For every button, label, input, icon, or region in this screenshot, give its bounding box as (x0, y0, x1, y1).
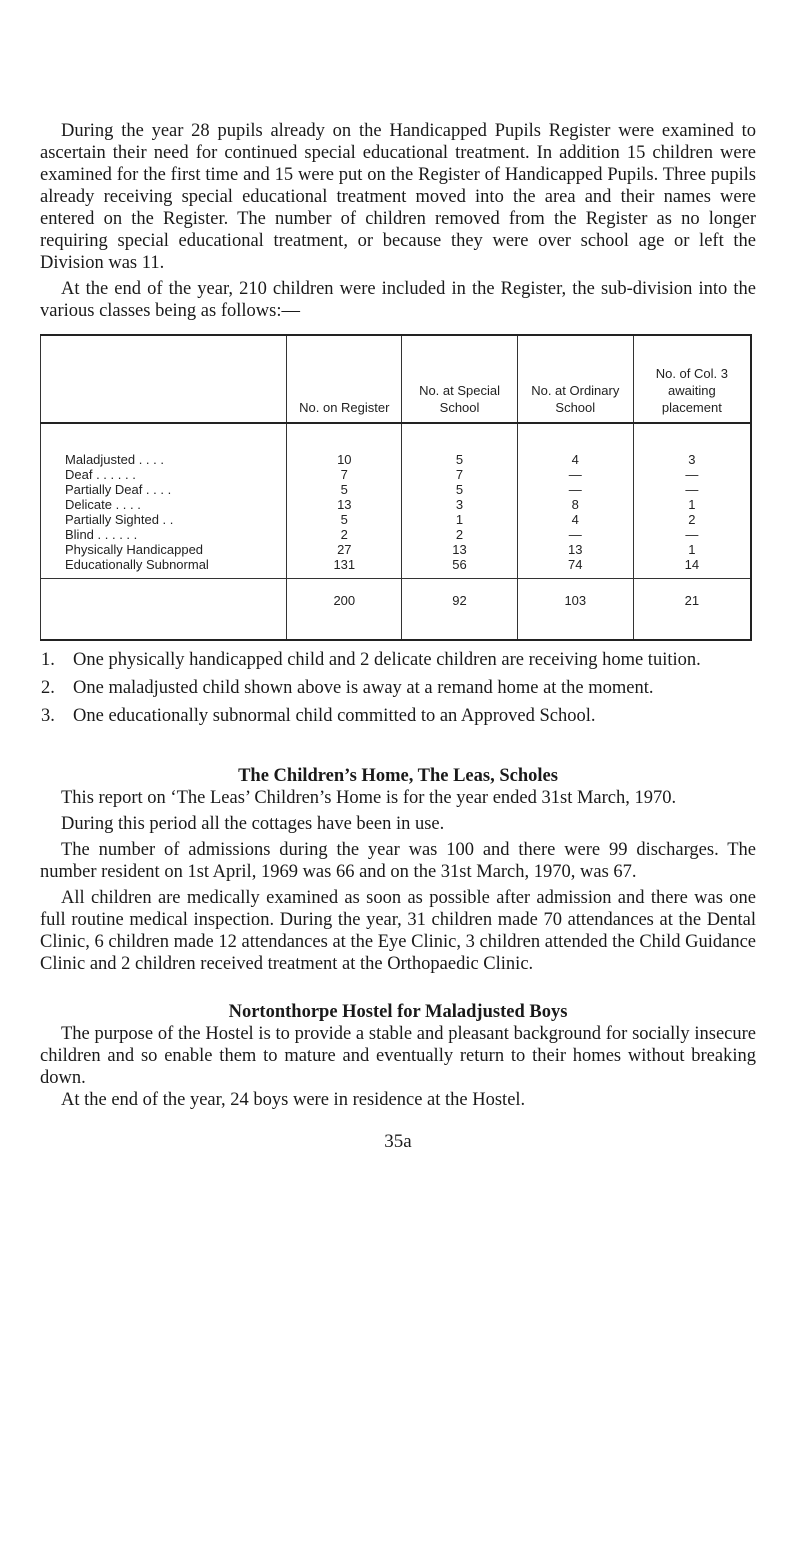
table-row (41, 542, 752, 557)
total-special: 92 (402, 579, 518, 641)
cell-register: 10 (287, 423, 402, 467)
cell-special: 2 (402, 527, 518, 542)
notes-list (40, 649, 756, 727)
header-special-school: No. at Special School (402, 335, 518, 423)
childrens-home-paragraph-1: This report on ‘The Leas’ Children’s Home is for the year ended 31st March, 1970. (61, 788, 677, 808)
table-row (41, 512, 752, 527)
cell-awaiting: — (633, 482, 751, 497)
document-page (40, 120, 756, 1153)
list-item (40, 649, 756, 671)
cell-awaiting: 1 (633, 497, 751, 512)
table-row (41, 467, 752, 482)
register-table (40, 334, 752, 641)
note-number: 3. (41, 706, 55, 726)
register-table-wrapper (40, 334, 752, 641)
cell-special: 13 (402, 542, 518, 557)
row-label: Partially Deaf . . . . (41, 482, 287, 497)
cell-ordinary: — (517, 527, 633, 542)
row-label: Delicate . . . . (41, 497, 287, 512)
cell-register: 13 (287, 497, 402, 512)
cell-awaiting: 3 (633, 423, 751, 467)
note-number: 2. (41, 678, 55, 698)
note-text: One educationally subnormal child committed to an Approved School. (73, 706, 596, 726)
hostel-heading: Nortonthorpe Hostel for Maladjusted Boys (228, 1002, 568, 1022)
cell-awaiting: — (633, 527, 751, 542)
cell-awaiting: — (633, 467, 751, 482)
cell-ordinary: 4 (517, 423, 633, 467)
childrens-home-heading: The Children’s Home, The Leas, Scholes (238, 766, 558, 786)
childrens-home-paragraph-2: During this period all the cottages have been in use. (61, 814, 445, 834)
table-header-row (41, 335, 752, 423)
cell-special: 1 (402, 512, 518, 527)
header-category (41, 335, 287, 423)
list-item (40, 677, 756, 699)
header-ordinary-school: No. at Ordinary School (517, 335, 633, 423)
row-label: Partially Sighted . . (41, 512, 287, 527)
cell-awaiting: 2 (633, 512, 751, 527)
intro-paragraph-1: During the year 28 pupils already on the Handicapped Pupils Register were examined to ascertain their need for continued special educational treatment. In addition 15 children were examined for the first time and 15 were put on the Register of Handicapped Pupils. Three pupils already receiving special educational treatment moved into the area and their names were entered on the Register. The number of children removed from the Register as no longer requiring special educational treatment, or because they were over school age or left the Division was 11. (40, 121, 756, 273)
row-label: Blind . . . . . . (41, 527, 287, 542)
cell-ordinary: 13 (517, 542, 633, 557)
cell-awaiting: 14 (633, 557, 751, 579)
hostel-paragraph-1: The purpose of the Hostel is to provide a stable and pleasant background for socially insecure children and so enable them to mature and eventually return to their homes without breaking down. (40, 1024, 756, 1088)
cell-ordinary: 74 (517, 557, 633, 579)
table-row (41, 423, 752, 467)
table-row (41, 482, 752, 497)
row-label: Educationally Subnormal (41, 557, 287, 579)
table-total-row (41, 579, 752, 641)
row-label: Deaf . . . . . . (41, 467, 287, 482)
cell-register: 5 (287, 482, 402, 497)
header-register: No. on Register (287, 335, 402, 423)
total-label (41, 579, 287, 641)
table-row (41, 557, 752, 579)
total-ordinary: 103 (517, 579, 633, 641)
cell-register: 5 (287, 512, 402, 527)
cell-register: 7 (287, 467, 402, 482)
note-text: One maladjusted child shown above is away at a remand home at the moment. (73, 678, 654, 698)
intro-paragraph-2: At the end of the year, 210 children were included in the Register, the sub-division into the various classes being as follows:— (40, 279, 756, 321)
note-text: One physically handicapped child and 2 delicate children are receiving home tuition. (73, 650, 701, 670)
page-number: 35a (384, 1131, 412, 1152)
hostel-paragraph-2: At the end of the year, 24 boys were in residence at the Hostel. (61, 1090, 526, 1110)
cell-special: 5 (402, 423, 518, 467)
row-label: Maladjusted . . . . (41, 423, 287, 467)
note-number: 1. (41, 650, 55, 670)
cell-special: 7 (402, 467, 518, 482)
childrens-home-paragraph-3: The number of admissions during the year was 100 and there were 99 discharges. The number resident on 1st April, 1969 was 66 and on the 31st March, 1970, was 67. (40, 840, 756, 882)
total-awaiting: 21 (633, 579, 751, 641)
cell-register: 131 (287, 557, 402, 579)
cell-ordinary: — (517, 467, 633, 482)
total-register: 200 (287, 579, 402, 641)
row-label: Physically Handicapped (41, 542, 287, 557)
cell-ordinary: 4 (517, 512, 633, 527)
cell-special: 3 (402, 497, 518, 512)
cell-special: 5 (402, 482, 518, 497)
cell-awaiting: 1 (633, 542, 751, 557)
cell-register: 27 (287, 542, 402, 557)
childrens-home-paragraph-4: All children are medically examined as soon as possible after admission and there was one full routine medical inspection. During the year, 31 children made 70 attendances at the Dental Clinic, 6 children made 12 attendances at the Eye Clinic, 3 children attended the Child Guidance Clinic and 2 children received treatment at the Orthopaedic Clinic. (40, 888, 756, 974)
cell-ordinary: — (517, 482, 633, 497)
cell-special: 56 (402, 557, 518, 579)
table-row (41, 527, 752, 542)
cell-ordinary: 8 (517, 497, 633, 512)
cell-register: 2 (287, 527, 402, 542)
table-row (41, 497, 752, 512)
list-item (40, 705, 756, 727)
header-awaiting-placement: No. of Col. 3 awaiting placement (633, 335, 751, 423)
